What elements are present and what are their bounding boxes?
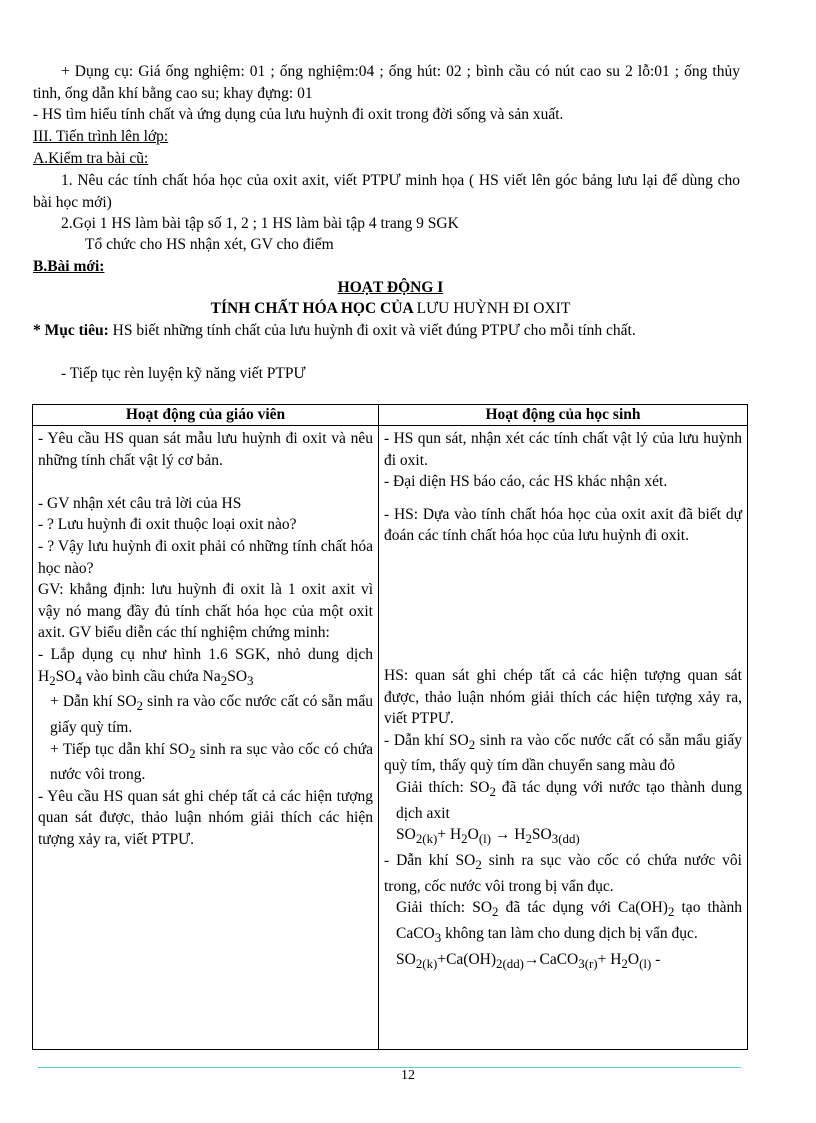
teacher-step-1: - Yêu cầu HS quan sát mẫu lưu huỳnh đi oxit và nêu những tính chất vật lý cơ bản. [38,430,373,469]
student-activities-cell [379,426,748,1050]
activity-goal [33,320,740,342]
table-header-row [33,405,748,426]
teacher-step-4: - ? Vậy lưu huỳnh đi oxit phải có những tính chất hóa học nào? [38,537,373,577]
section-3-heading: III. Tiến trình lên lớp: [33,128,169,145]
student-prep-text: - HS tìm hiểu tính chất và ứng dụng của lưu huỳnh đi oxit trong đời sống và sản xuất. [33,106,564,123]
table-body-row [33,426,748,1050]
teacher-step-7: + Dẫn khí $SO_2$ sinh ra vào cốc nước cất có sẵn mẩu giấy quỳ tím. [50,693,373,736]
equation-2: $SO_{2(k)}+Ca(OH)_{2(dd)}\to CaCO_{3(r)}+ H_2O_{(l)}$ - [396,950,661,971]
student-step-4: HS: quan sát ghi chép tất cả các hiện tượng quan sát được, thảo luận nhóm giải thích các hiện tượng xảy ra, viết PTPƯ. [384,666,742,728]
equipment-text: + Dụng cụ: Giá ống nghiệm: 01 ; ống nghiệm:04 ; ống hút: 02 ; bình cầu có nút cao su 2 lỗ:01 ; ống thủy tinh, ống dẫn khí bằng cao su; khay đựng: 01 [33,63,740,102]
teacher-column-header: Hoạt động của giáo viên [33,405,379,426]
student-step-1: - HS qun sát, nhận xét các tính chất vật lý của lưu huỳnh đi oxit. [384,430,742,469]
activity-title: HOẠT ĐỘNG I [337,279,444,296]
review-question-2: 2.Gọi 1 HS làm bài tập số 1, 2 ; 1 HS làm bài tập 4 trang 9 SGK [61,215,459,232]
section-a-heading: A.Kiểm tra bài cũ: [33,150,149,167]
activity-goal-2: - Tiếp tục rèn luyện kỹ năng viết PTPƯ [61,365,306,382]
teacher-activities-cell [33,426,379,1050]
activity-subtitle [33,298,748,320]
student-column-header: Hoạt động của học sinh [379,405,748,426]
teacher-step-3: - ? Lưu huỳnh đi oxit thuộc loại oxit nào? [38,516,297,534]
goal-text: HS biết những tính chất của lưu huỳnh đi oxit và viết đúng PTPƯ cho mỗi tính chất. [108,322,636,339]
student-step-3: - HS: Dựa vào tính chất hóa học của oxit axit đã biết dự đoán các tính chất hóa học của lưu huỳnh đi oxit. [384,505,742,545]
student-step-8: Giải thích: $SO_2$ đã tác dụng với $Ca(OH)_2$ tạo thành CaCO$_3$ không tan làm cho dung dịch bị vẩn đục. [396,899,742,946]
teacher-step-6: - Lắp dụng cụ như hình 1.6 SGK, nhỏ dung dịch $H_2SO_4$ vào bình cầu chứa $Na_2SO_3$ [38,645,373,688]
goal-label: * Mục tiêu: [33,322,109,339]
teacher-step-9: - Yêu cầu HS quan sát ghi chép tất cả các hiện tượng quan sát được, thảo luận nhóm giải thích các hiện tượng xảy ra, viết PTPƯ. [38,787,373,848]
student-step-5: - Dẫn khí $SO_2$ sinh ra vào cốc nước cất có sẵn mẩu giấy quỳ tím, thấy quỳ tím dần chuyển sang màu đỏ [384,731,742,775]
student-step-2: - Đại diện HS báo cáo, các HS khác nhận xét. [384,473,668,491]
page-number: 12 [401,1068,415,1083]
student-step-6: Giải thích: $SO_2$ đã tác dụng với nước tạo thành dung dịch axit [396,779,742,822]
activity-subtitle-bold: TÍNH CHẤT HÓA HỌC CỦA [210,300,417,317]
section-b-heading: B.Bài mới: [33,258,105,275]
teacher-step-2: - GV nhận xét câu trả lời của HS [38,494,242,512]
equation-1: $SO_{2(k)}+ H_2O_{(l)} \to H_2SO_{3(dd)}$ [396,826,580,847]
activity-subtitle-normal: LƯU HUỲNH ĐI OXIT [416,300,571,317]
student-step-7: - Dẫn khí $SO_2$ sinh ra sục vào cốc có chứa nước vôi trong, cốc nước vôi trong bị vẩn đục. [384,851,742,895]
teacher-step-8: + Tiếp tục dẫn khí $SO_2$ sinh ra sục vào cốc có chứa nước vôi trong. [50,740,373,784]
activity-table [32,404,748,1050]
review-question-1: 1. Nêu các tính chất hóa học của oxit axit, viết PTPƯ minh họa ( HS viết lên góc bảng lưu lại để dùng cho bài học mới) [33,172,740,211]
review-grading-note: Tổ chức cho HS nhận xét, GV cho điểm [85,236,334,253]
teacher-step-5: GV: khẳng định: lưu huỳnh đi oxit là 1 oxit axit vì vậy nó mang đầy đủ tính chất hóa học của một oxit axit. GV biểu diễn các thí nghiệm chứng minh: [38,581,373,642]
